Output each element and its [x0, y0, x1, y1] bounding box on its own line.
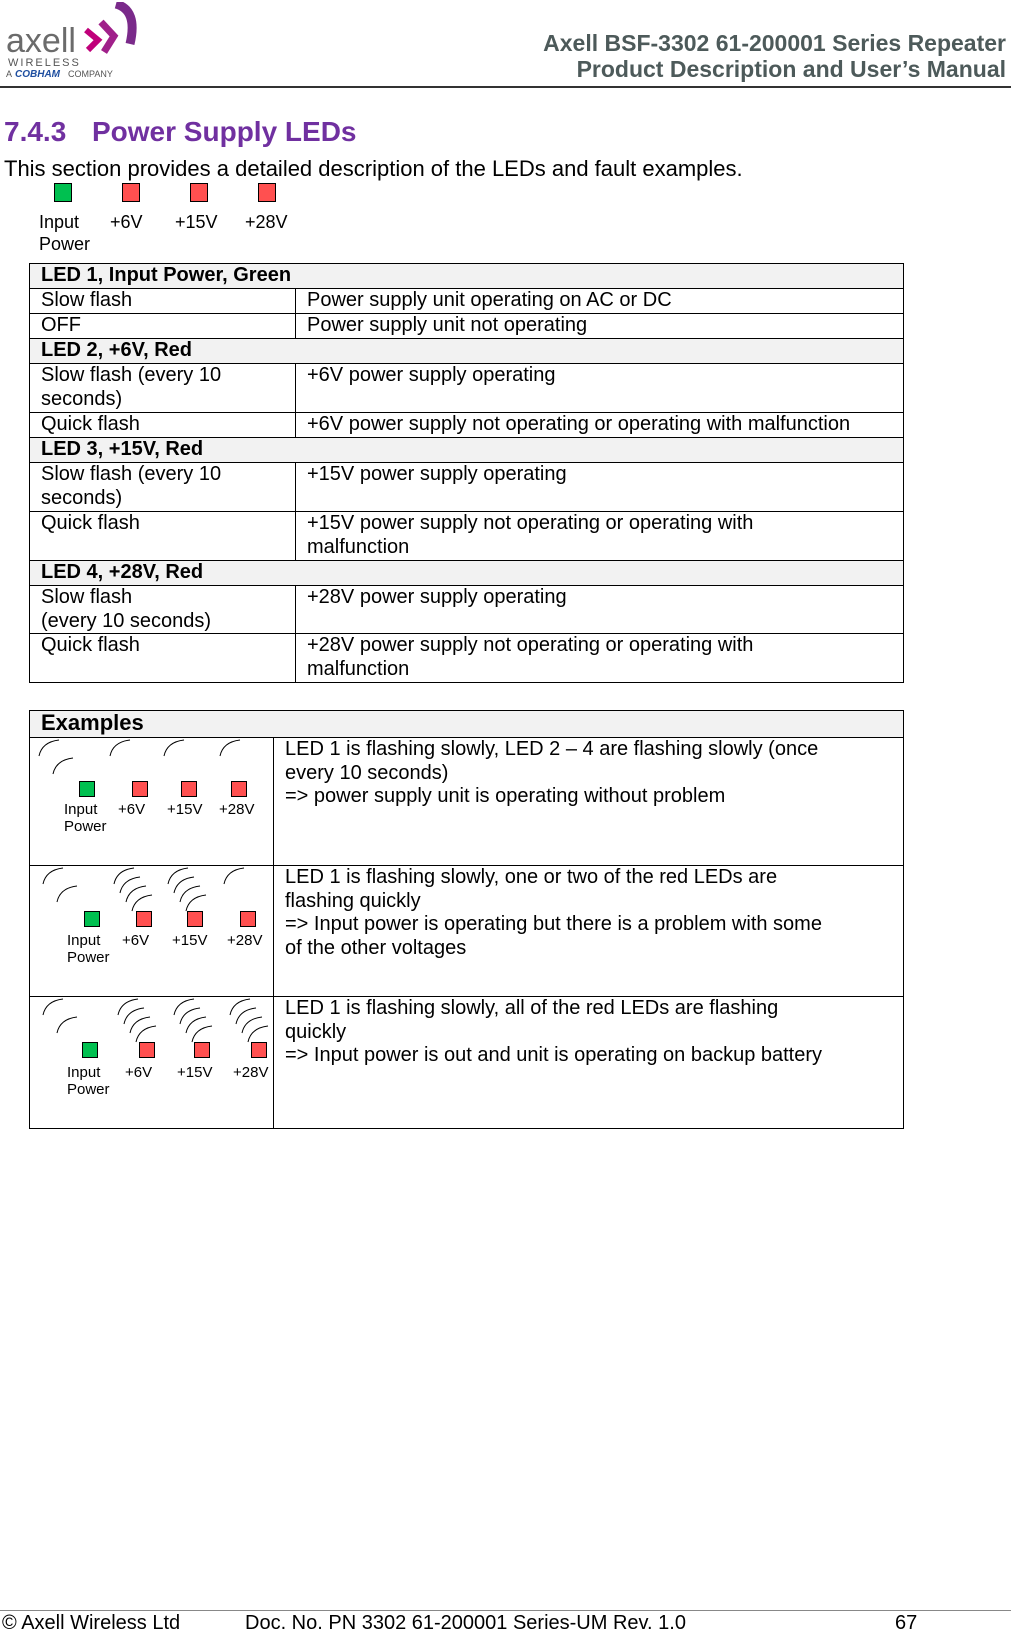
section-title: Power Supply LEDs [92, 116, 357, 147]
header-title: Axell BSF-3302 61-200001 Series Repeater [543, 30, 1006, 56]
example-diagram [30, 997, 274, 1129]
description-cell: +28V power supply operating [296, 586, 904, 634]
table-section-row [30, 561, 904, 586]
footer-copyright: © Axell Wireless Ltd [2, 1612, 181, 1632]
led-indicator [82, 1042, 98, 1058]
section-header: LED 3, +15V, Red [30, 438, 904, 463]
description-cell: +15V power supply operating [296, 463, 904, 512]
state-cell: Slow flash (every 10 seconds) [30, 586, 296, 634]
table-section-row [30, 339, 904, 364]
led-indicator [136, 911, 152, 927]
section-number: 7.4.3 [4, 116, 67, 147]
led-indicator [187, 911, 203, 927]
table-row [30, 634, 904, 683]
led-indicator [190, 183, 208, 202]
header-divider [0, 86, 1011, 88]
table-row [30, 586, 904, 634]
table-row [30, 463, 904, 512]
led-label: +6V [110, 212, 143, 232]
led-label: +15V [175, 212, 218, 232]
led-label: Input Power [39, 212, 91, 254]
description-cell: +6V power supply not operating or operating with malfunction [296, 413, 904, 438]
led-label: +6V [122, 932, 150, 949]
led-table [29, 263, 904, 683]
examples-table [29, 710, 904, 1129]
example-description: LED 1 is flashing slowly, all of the red LEDs are flashing quickly => Input power is out and unit is operating on backup battery [274, 997, 904, 1129]
led-indicator [79, 781, 95, 797]
examples-title: Examples [30, 711, 904, 738]
led-label: +6V [125, 1064, 153, 1081]
led-label: +28V [227, 932, 263, 949]
header-subtitle: Product Description and User’s Manual [576, 56, 1006, 82]
state-cell: Slow flash [30, 289, 296, 314]
example-diagram [30, 866, 274, 997]
led-label: +15V [167, 801, 203, 818]
state-cell: Quick flash [30, 413, 296, 438]
led-indicator [194, 1042, 210, 1058]
section-header: LED 2, +6V, Red [30, 339, 904, 364]
svg-text:COMPANY: COMPANY [68, 69, 113, 79]
state-cell: Slow flash (every 10 seconds) [30, 463, 296, 512]
example-diagram [30, 738, 274, 866]
example-row [30, 738, 904, 866]
led-indicator [231, 781, 247, 797]
table-section-row [30, 264, 904, 289]
document-header [543, 30, 1006, 82]
example-description: LED 1 is flashing slowly, one or two of the red LEDs are flashing quickly => Input power is operating but there is a problem with some of the other voltages [274, 866, 904, 997]
led-diagram [30, 997, 273, 1128]
led-label: Input Power [67, 1064, 110, 1098]
led-label: +28V [219, 801, 255, 818]
led-indicator [240, 911, 256, 927]
svg-text:COBHAM: COBHAM [15, 69, 60, 80]
led-diagram [30, 738, 273, 865]
axell-logo [6, 2, 141, 80]
svg-text:WIRELESS: WIRELESS [8, 57, 81, 69]
led-label: +28V [233, 1064, 269, 1081]
table-row [30, 289, 904, 314]
led-label: +6V [118, 801, 146, 818]
led-indicator [258, 183, 276, 202]
led-label: +15V [177, 1064, 213, 1081]
table-row [30, 314, 904, 339]
svg-text:axell: axell [6, 22, 76, 60]
description-cell: +15V power supply not operating or operating with malfunction [296, 512, 904, 561]
led-label: +28V [245, 212, 288, 232]
table-row [30, 364, 904, 413]
led-label: +15V [172, 932, 208, 949]
section-header: LED 4, +28V, Red [30, 561, 904, 586]
examples-header-row [30, 711, 904, 738]
led-label: Input Power [67, 932, 110, 966]
table-row [30, 413, 904, 438]
state-cell: OFF [30, 314, 296, 339]
led-label: Input Power [64, 801, 107, 835]
description-cell: Power supply unit operating on AC or DC [296, 289, 904, 314]
led-indicator [84, 911, 100, 927]
led-indicator [132, 781, 148, 797]
flash-indicator-icon [30, 738, 295, 798]
example-row [30, 997, 904, 1129]
page-number: 67 [895, 1612, 918, 1632]
intro-text: This section provides a detailed description of the LEDs and fault examples. [4, 156, 743, 181]
example-row [30, 866, 904, 997]
table-row [30, 512, 904, 561]
led-indicator [251, 1042, 267, 1058]
led-indicator [54, 183, 72, 202]
example-description: LED 1 is flashing slowly, LED 2 – 4 are flashing slowly (once every 10 seconds) => power supply unit is operating without problem [274, 738, 904, 866]
logo-icon [6, 2, 141, 80]
footer-divider [0, 1610, 1011, 1611]
section-header: LED 1, Input Power, Green [30, 264, 904, 289]
table-section-row [30, 438, 904, 463]
led-indicator [181, 781, 197, 797]
description-cell: +6V power supply operating [296, 364, 904, 413]
led-indicator [122, 183, 140, 202]
led-indicator [139, 1042, 155, 1058]
state-cell: Quick flash [30, 512, 296, 561]
svg-text:A: A [6, 69, 13, 79]
footer-doc-number: Doc. No. PN 3302 61-200001 Series-UM Rev. 1.0 [245, 1612, 686, 1632]
state-cell: Slow flash (every 10 seconds) [30, 364, 296, 413]
description-cell: +28V power supply not operating or operating with malfunction [296, 634, 904, 683]
description-cell: Power supply unit not operating [296, 314, 904, 339]
led-diagram [30, 866, 273, 996]
state-cell: Quick flash [30, 634, 296, 683]
section-heading [4, 116, 357, 148]
